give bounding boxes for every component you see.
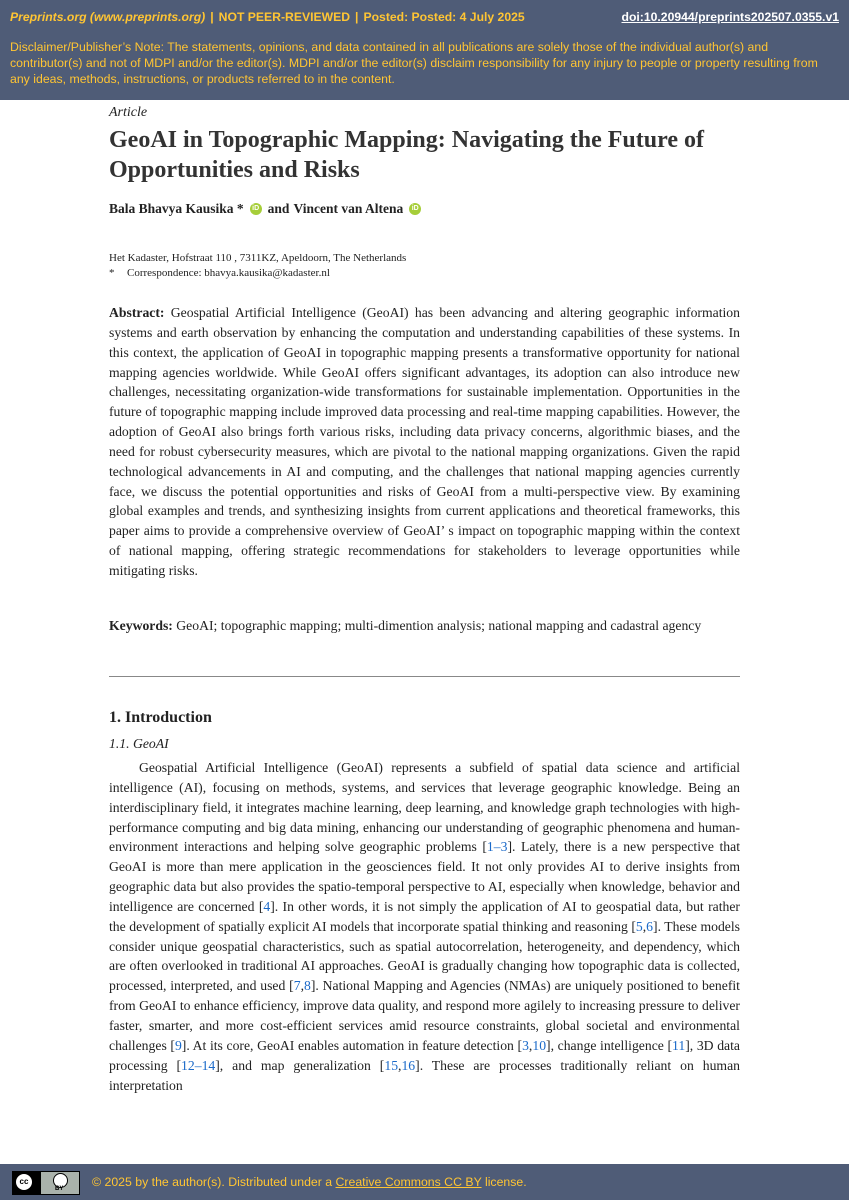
correspondence xyxy=(109,266,740,281)
abstract-label: Abstract: xyxy=(109,305,165,320)
body-text: Geospatial Artificial Intelligence (GeoAI) represents a subfield of spatial data science and artificial intelligence (AI), focusing on methods, systems, and services that leverage geographic knowledge. Being an interdisciplinary field, it integrates machine learning, deep learning, and knowledge graph technologies with high-performance computing and big data mining, enhancing our understanding of geographic phenomena and human-environment interactions and helping solve geographic problems [ xyxy=(109,760,740,855)
orcid-icon[interactable]: iD xyxy=(250,203,262,215)
citation-link[interactable]: 7 xyxy=(293,978,301,994)
author-conjunction: and xyxy=(267,201,290,216)
cc-by-badge[interactable] xyxy=(12,1171,80,1195)
citation-link[interactable]: 9 xyxy=(174,1037,182,1053)
subsection-title: 1.1. GeoAI xyxy=(109,736,169,751)
affiliation: Het Kadaster, Hofstraat 110 , 7311KZ, Apeldoorn, The Netherlands xyxy=(109,252,407,264)
separator: | xyxy=(355,10,359,24)
body-text: ]. These are processes traditionally reliant on human interpretation xyxy=(109,1057,740,1093)
body-text: ], 3D data processing [ xyxy=(109,1037,740,1073)
citation-comma: , xyxy=(300,978,304,994)
body-paragraph xyxy=(109,758,740,1095)
banner-header xyxy=(10,10,525,24)
body-text: ], and map generalization [ xyxy=(215,1057,385,1073)
license-text xyxy=(92,1175,527,1189)
disclaimer: Disclaimer/Publisher’s Note: The statements, opinions, and data contained in all publications are solely those of the individual author(s) and contributor(s) and not of MDPI and/or the editor(s). MDPI and/or the editor(s) disclaim responsibility for any injury to people or property resulting from any ideas, methods, instructions, or products referred to in the content. xyxy=(10,40,818,86)
author-name: Vincent van Altena xyxy=(293,201,404,216)
citation-link[interactable]: 8 xyxy=(303,978,311,994)
by-label: BY xyxy=(55,1186,64,1192)
site-link[interactable]: Preprints.org (www.preprints.org) xyxy=(10,10,206,24)
article-title: GeoAI in Topographic Mapping: Navigating the Future of Opportunities and Risks xyxy=(109,127,704,183)
keywords-label: Keywords: xyxy=(109,618,173,633)
license-link[interactable]: Creative Commons CC BY xyxy=(335,1175,482,1189)
divider xyxy=(109,676,740,677)
abstract xyxy=(109,303,740,581)
author-name: Bala Bhavya Kausika * xyxy=(109,201,244,216)
citation-link[interactable]: 16 xyxy=(401,1057,416,1073)
authors xyxy=(109,201,740,217)
body-text: ], change intelligence [ xyxy=(546,1037,673,1053)
citation-link[interactable]: 6 xyxy=(646,918,654,934)
orcid-icon[interactable]: iD xyxy=(409,203,421,215)
copyright-text: © 2025 by the author(s). Distributed under a xyxy=(92,1175,333,1189)
body-text: ]. National Mapping and Agencies (NMAs) are uniquely positioned to benefit from GeoAI to enhance efficiency, improve data quality, and respond more agilely to increasing pressure to deliver faster, smarter, and more cost-efficient services amid resource constraints, global societal and environmental challenges [ xyxy=(109,978,740,1053)
citation-comma: , xyxy=(528,1037,533,1053)
body-text: ]. At its core, GeoAI enables automation in feature detection [ xyxy=(181,1037,523,1053)
citation-link[interactable]: 5 xyxy=(635,918,643,934)
citation-comma: , xyxy=(398,1057,402,1073)
citation-link[interactable]: 4 xyxy=(263,898,271,914)
keywords xyxy=(109,616,740,636)
body-text: ]. These models consider unique geospatial characteristics, such as spatial autocorrelation, heterogeneity, and dependency, which are often overlooked in traditional AI approaches. GeoAI is gradually changing how topographic data is collected, processed, interpreted, and used [ xyxy=(109,918,740,994)
abstract-text: Geospatial Artificial Intelligence (GeoAI) has been advancing and altering geographic information systems and earth observation by enhancing the computation and understanding capabilities of these systems. In this context, the application of GeoAI in topographic mapping presents a transformative opportunity for national mapping agencies worldwide. While GeoAI offers significant advantages, its adoption can also introduce new challenges, necessitating organization-wide transformations for sustainable implementation. Opportunities in the future of topographic mapping include improved data processing and real-time mapping capabilities. However, the adoption of GeoAI also brings forth various risks, including data privacy concerns, algorithmic biases, and the need for robust cybersecurity measures, which are pivotal to the national mapping organizations. Given the rapid technological advancements in AI and computing, and the challenges that national mapping agencies currently face, we discuss the potential opportunities and risks of GeoAI from a multi-perspective view. By examining global examples and trends, and synthesizing insights from current applications and theoretical frameworks, this paper aims to provide a comprehensive overview of GeoAI’ s impact on topographic mapping within the context of national mapping, offering strategic recommendations for stakeholders to leverage opportunities while mitigating risks. xyxy=(109,305,740,578)
doi-link[interactable]: doi:10.20944/preprints202507.0355.v1 xyxy=(621,10,839,24)
license-suffix: license. xyxy=(484,1175,527,1189)
citation-link[interactable]: 12–14 xyxy=(181,1057,216,1073)
posted-date: Posted: Posted: 4 July 2025 xyxy=(363,10,525,24)
citation-link[interactable]: 15 xyxy=(384,1057,399,1073)
section-title: 1. Introduction xyxy=(109,709,212,726)
preprint-banner xyxy=(0,0,849,100)
citation-link[interactable]: 3 xyxy=(522,1037,529,1053)
correspondence-mark: * xyxy=(109,267,115,279)
license-footer xyxy=(0,1164,849,1200)
citation-link[interactable]: 11 xyxy=(672,1037,686,1053)
cc-icon: cc xyxy=(16,1174,32,1190)
review-status: NOT PEER-REVIEWED xyxy=(218,10,351,24)
cc-badge-left xyxy=(13,1172,41,1194)
body-text: ]. In other words, it is not simply the application of AI to geospatial data, but rather the development of spatially explicit AI models that incorporate spatial thinking and reasoning [ xyxy=(109,898,740,934)
correspondence-text: Correspondence: bhavya.kausika@kadaster.nl xyxy=(127,267,330,279)
citation-link[interactable]: 10 xyxy=(532,1037,547,1053)
separator: | xyxy=(210,10,214,24)
article-type: Article xyxy=(109,105,148,120)
citation-comma: , xyxy=(642,918,647,934)
body-text: ]. Lately, there is a new perspective that GeoAI is more than mere application in the geosciences field. It not only provides AI to derive insights from geographic data but also provides the spatio-temporal perspective to AI, especially when knowledge, behavior and intelligence are concerned [ xyxy=(109,839,741,914)
keywords-text: GeoAI; topographic mapping; multi-dimention analysis; national mapping and cadastral agency xyxy=(176,618,702,633)
citation-link[interactable]: 1–3 xyxy=(486,839,508,855)
